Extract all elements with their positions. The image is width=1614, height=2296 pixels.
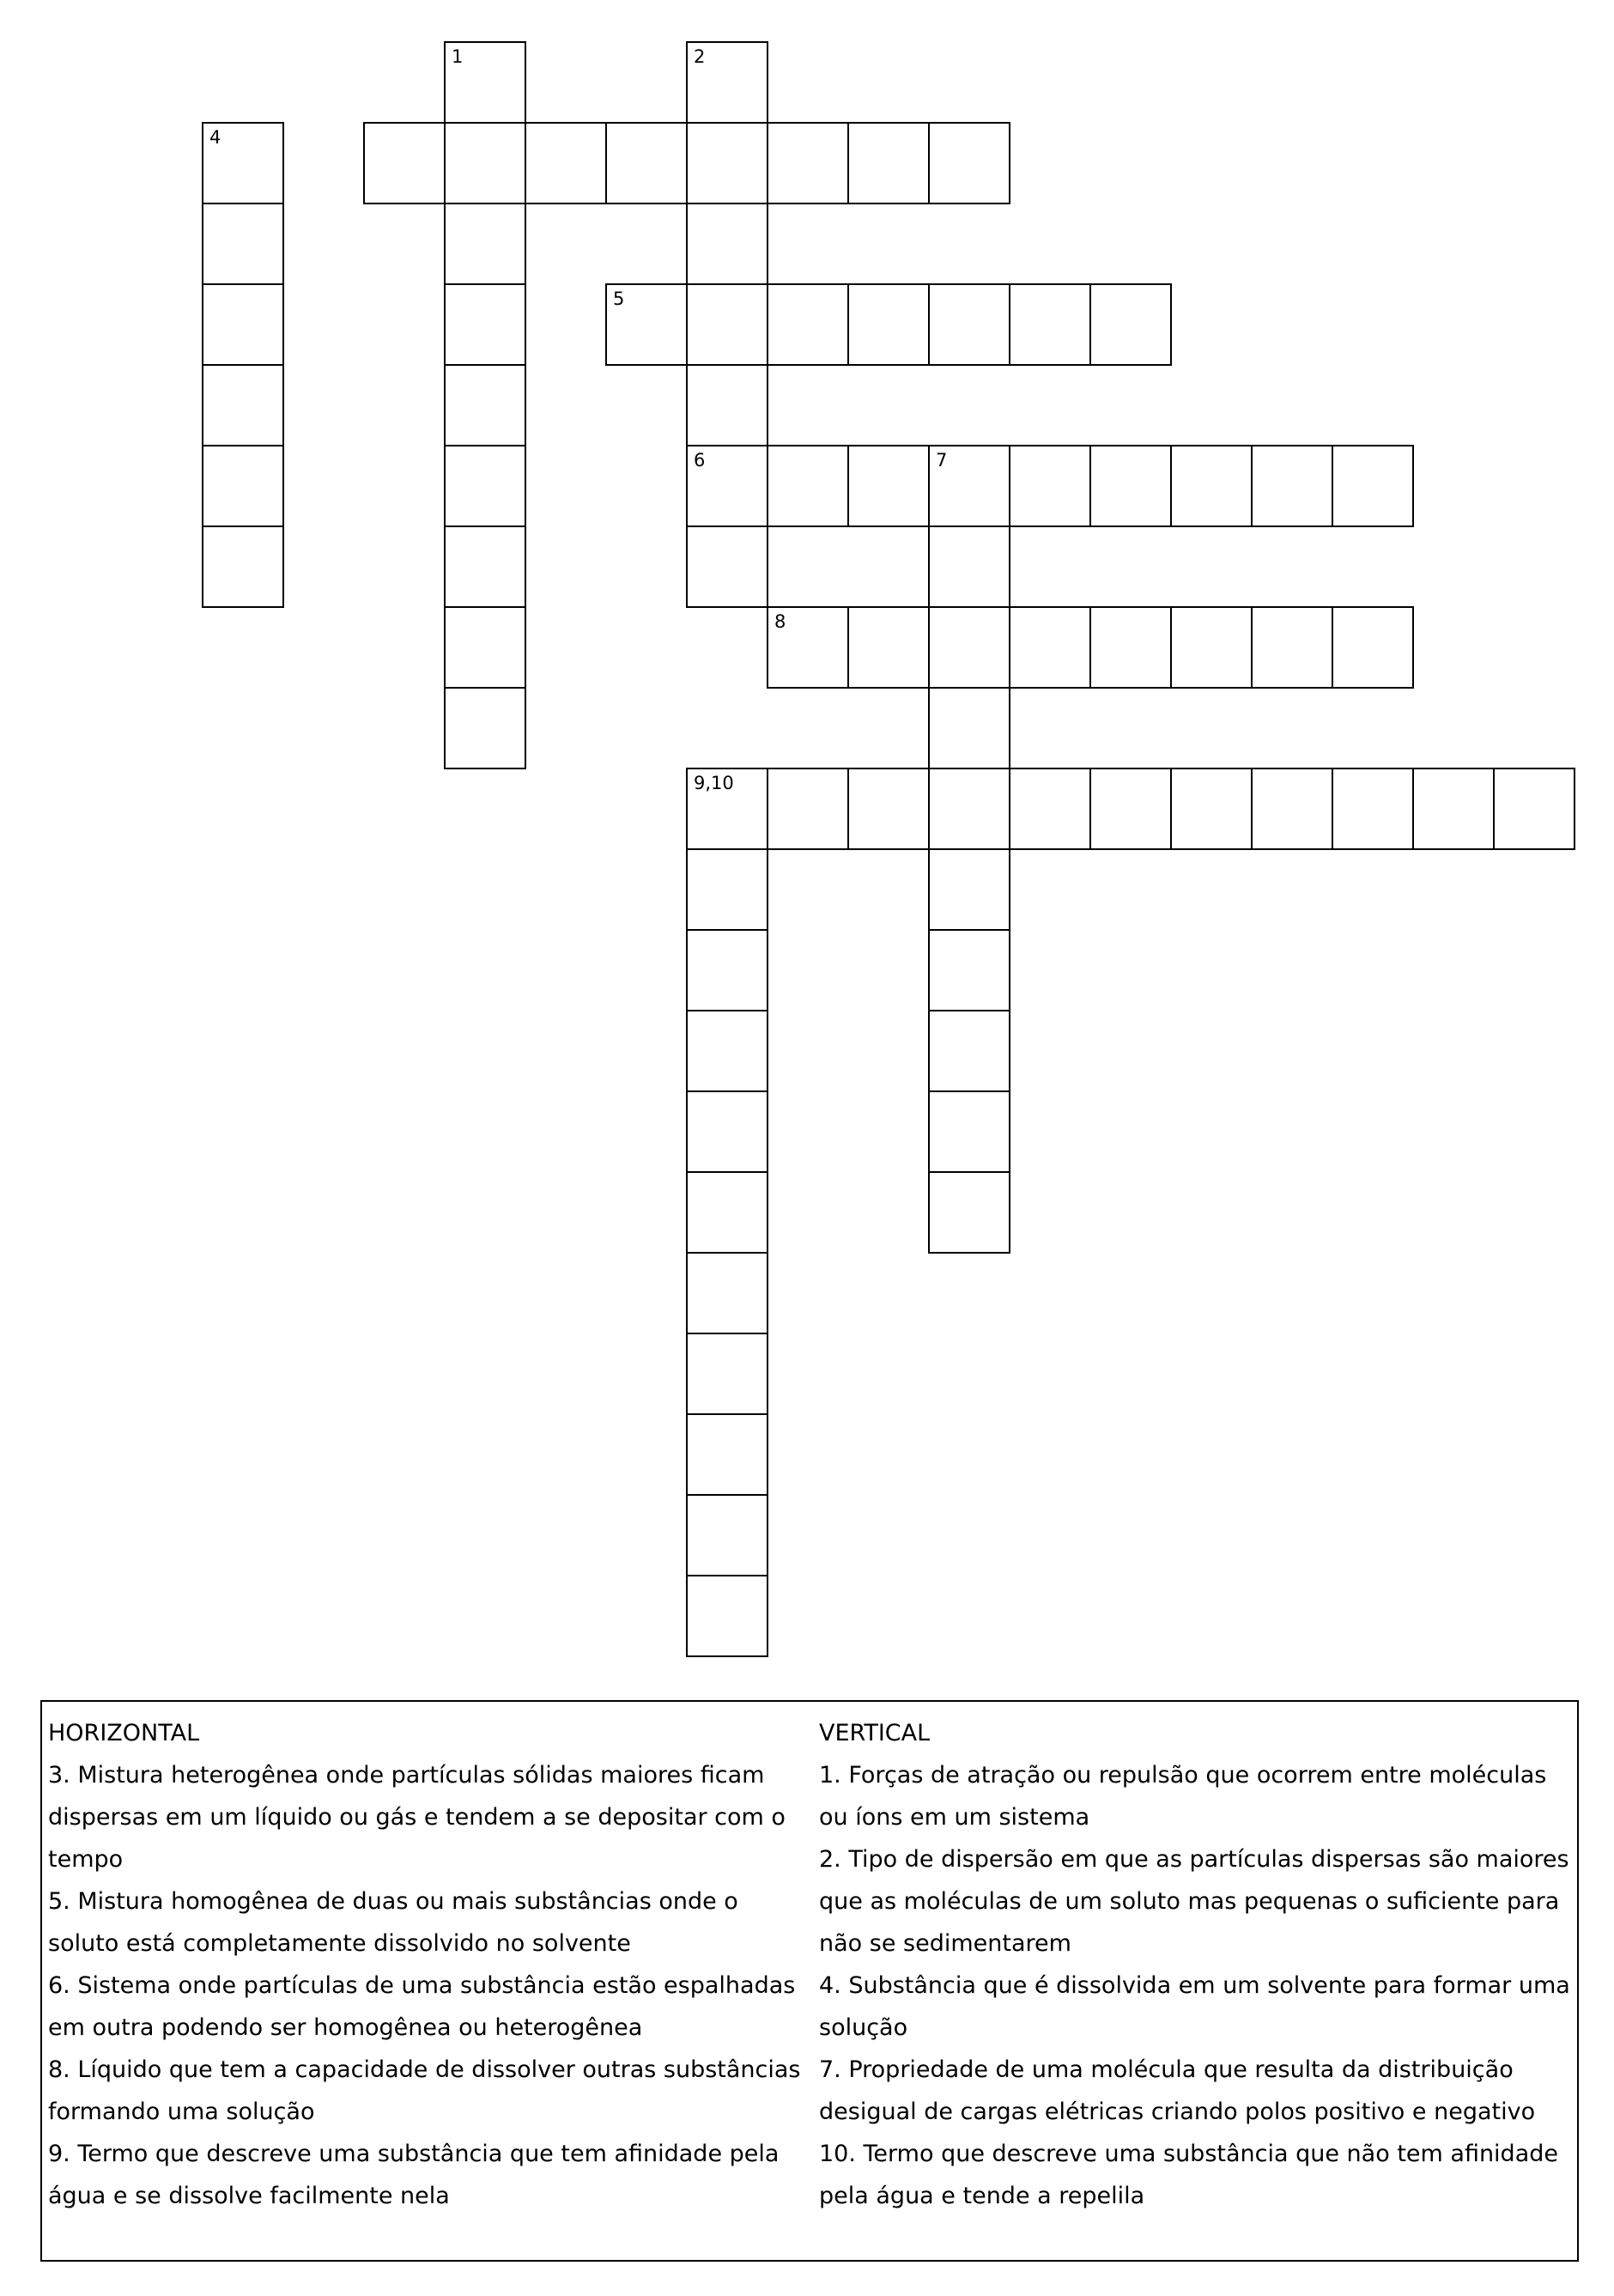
grid-cell[interactable]	[202, 283, 284, 366]
grid-cell[interactable]	[847, 283, 930, 366]
grid-cell[interactable]	[1009, 283, 1091, 366]
grid-cell[interactable]	[1089, 768, 1172, 850]
grid-cell[interactable]	[444, 203, 526, 285]
grid-cell[interactable]	[1412, 768, 1495, 850]
grid-cell[interactable]	[686, 1252, 768, 1334]
grid-cell[interactable]	[847, 768, 930, 850]
grid-cell[interactable]	[928, 1010, 1010, 1092]
grid-cell[interactable]	[767, 445, 849, 527]
grid-cell[interactable]	[686, 848, 768, 931]
grid-cell[interactable]	[1009, 445, 1091, 527]
grid-cell[interactable]	[686, 1333, 768, 1415]
grid-cell[interactable]	[444, 606, 526, 689]
grid-cell[interactable]	[202, 445, 284, 527]
grid-cell[interactable]	[444, 122, 526, 204]
grid-cell[interactable]	[1089, 445, 1172, 527]
grid-cell[interactable]	[444, 364, 526, 446]
grid-cell[interactable]	[605, 283, 688, 366]
grid-cell[interactable]	[1089, 606, 1172, 689]
vertical-heading: VERTICAL	[819, 1720, 931, 1746]
grid-cell[interactable]	[686, 768, 768, 850]
horizontal-clue: 6. Sistema onde partículas de uma substância estão espalhadas em outra podendo ser homogênea ou heterogênea	[48, 1972, 796, 2041]
grid-cell[interactable]	[444, 525, 526, 608]
grid-cell[interactable]	[1251, 606, 1333, 689]
grid-cell[interactable]	[605, 122, 688, 204]
grid-cell[interactable]	[686, 1494, 768, 1576]
grid-cell[interactable]	[1170, 768, 1253, 850]
grid-cell[interactable]	[1009, 768, 1091, 850]
grid-cell[interactable]	[686, 929, 768, 1011]
grid-cell[interactable]	[928, 848, 1010, 931]
grid-cell[interactable]	[686, 525, 768, 608]
grid-cell[interactable]	[1251, 445, 1333, 527]
clue-number: 5	[613, 289, 625, 309]
grid-cell[interactable]	[1170, 606, 1253, 689]
grid-cell[interactable]	[1493, 768, 1575, 850]
horizontal-clue: 3. Mistura heterogênea onde partículas sólidas maiores ficam dispersas em um líquido ou gás e tendem a se depositar com o tempo	[48, 1762, 786, 1873]
horizontal-clue: 5. Mistura homogênea de duas ou mais substâncias onde o soluto está completamente dissolvido no solvente	[48, 1888, 738, 1957]
vertical-clues	[819, 1712, 1575, 2217]
grid-cell[interactable]	[928, 1171, 1010, 1254]
grid-cell[interactable]	[444, 41, 526, 124]
grid-cell[interactable]	[686, 1010, 768, 1092]
grid-cell[interactable]	[847, 606, 930, 689]
grid-cell[interactable]	[686, 445, 768, 527]
grid-cell[interactable]	[686, 283, 768, 366]
grid-cell[interactable]	[686, 1171, 768, 1254]
grid-cell[interactable]	[928, 283, 1010, 366]
clue-number: 4	[209, 127, 221, 148]
grid-cell[interactable]	[686, 1413, 768, 1496]
horizontal-clues	[48, 1712, 812, 2217]
grid-cell[interactable]	[1170, 445, 1253, 527]
grid-cell[interactable]	[363, 122, 446, 204]
grid-cell[interactable]	[928, 687, 1010, 769]
grid-cell[interactable]	[525, 122, 607, 204]
clues-box	[40, 1700, 1579, 2262]
horizontal-clue: 8. Líquido que tem a capacidade de dissolver outras substâncias formando uma solução	[48, 2056, 801, 2125]
grid-cell[interactable]	[202, 203, 284, 285]
clue-number: 9,10	[694, 773, 734, 793]
grid-cell[interactable]	[1009, 606, 1091, 689]
vertical-clue: 2. Tipo de dispersão em que as partículas dispersas são maiores que as moléculas de um soluto mas pequenas o suficiente para não se sedimentarem	[819, 1846, 1569, 1957]
grid-cell[interactable]	[1332, 768, 1414, 850]
grid-cell[interactable]	[686, 122, 768, 204]
grid-cell[interactable]	[1251, 768, 1333, 850]
grid-cell[interactable]	[928, 525, 1010, 608]
grid-cell[interactable]	[847, 445, 930, 527]
clue-number: 8	[774, 611, 786, 632]
grid-cell[interactable]	[928, 122, 1010, 204]
grid-cell[interactable]	[767, 283, 849, 366]
grid-cell[interactable]	[444, 283, 526, 366]
grid-cell[interactable]	[767, 768, 849, 850]
grid-cell[interactable]	[1332, 445, 1414, 527]
grid-cell[interactable]	[767, 606, 849, 689]
grid-cell[interactable]	[686, 364, 768, 446]
grid-cell[interactable]	[686, 203, 768, 285]
grid-cell[interactable]	[928, 929, 1010, 1011]
grid-cell[interactable]	[767, 122, 849, 204]
clue-number: 6	[694, 450, 706, 471]
grid-cell[interactable]	[686, 1090, 768, 1173]
grid-cell[interactable]	[928, 768, 1010, 850]
horizontal-clue: 9. Termo que descreve uma substância que tem afinidade pela água e se dissolve facilmente nela	[48, 2141, 780, 2209]
grid-cell[interactable]	[202, 364, 284, 446]
vertical-clue: 7. Propriedade de uma molécula que resulta da distribuição desigual de cargas elétricas criando polos positivo e negativo	[819, 2056, 1536, 2125]
clue-number: 1	[452, 46, 464, 67]
vertical-clue: 4. Substância que é dissolvida em um solvente para formar uma solução	[819, 1972, 1570, 2041]
grid-cell[interactable]	[1332, 606, 1414, 689]
grid-cell[interactable]	[928, 1090, 1010, 1173]
clue-number: 2	[694, 46, 706, 67]
grid-cell[interactable]	[202, 525, 284, 608]
vertical-clue: 10. Termo que descreve uma substância que não tem afinidade pela água e tende a repelila	[819, 2141, 1558, 2209]
grid-cell[interactable]	[1089, 283, 1172, 366]
grid-cell[interactable]	[444, 687, 526, 769]
grid-cell[interactable]	[847, 122, 930, 204]
grid-cell[interactable]	[686, 1575, 768, 1657]
grid-cell[interactable]	[928, 445, 1010, 527]
grid-cell[interactable]	[444, 445, 526, 527]
vertical-clue: 1. Forças de atração ou repulsão que ocorrem entre moléculas ou íons em um sistema	[819, 1762, 1547, 1831]
horizontal-heading: HORIZONTAL	[48, 1720, 200, 1746]
grid-cell[interactable]	[686, 41, 768, 124]
grid-cell[interactable]	[202, 122, 284, 204]
clue-number: 7	[936, 450, 948, 471]
